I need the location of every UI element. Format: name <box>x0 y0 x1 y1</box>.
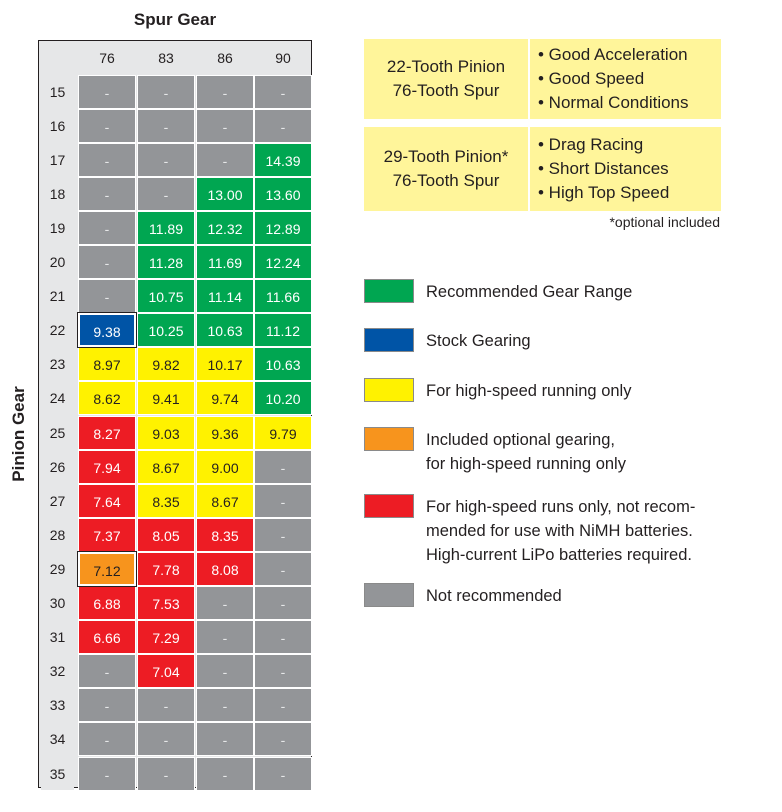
legend-swatch <box>364 583 414 607</box>
gear-ratio-cell: 7.12 <box>78 552 136 586</box>
gear-ratio-cell: - <box>137 688 195 722</box>
pinion-label: 27 <box>41 485 74 517</box>
pinion-label: 19 <box>41 212 74 244</box>
pinion-label: 30 <box>41 587 74 619</box>
gear-ratio-cell: - <box>196 143 254 177</box>
gear-ratio-cell: - <box>137 757 195 791</box>
gear-ratio-cell: - <box>196 620 254 654</box>
pinion-label: 16 <box>41 110 74 142</box>
gear-ratio-cell: 9.36 <box>196 416 254 450</box>
legend-swatch <box>364 279 414 303</box>
gear-ratio-cell: - <box>137 143 195 177</box>
gear-ratio-cell: - <box>196 109 254 143</box>
gear-ratio-cell: - <box>137 109 195 143</box>
gear-ratio-cell: 9.74 <box>196 381 254 415</box>
gear-ratio-cell: 9.03 <box>137 416 195 450</box>
box-divider <box>528 39 530 119</box>
pinion-label: 32 <box>41 655 74 687</box>
gear-ratio-cell: 12.89 <box>254 211 312 245</box>
pinion-label: 29 <box>41 553 74 585</box>
pinion-label: 18 <box>41 178 74 210</box>
pinion-label: 31 <box>41 621 74 653</box>
legend-label <box>426 379 631 403</box>
legend-swatch <box>364 427 414 451</box>
spur-header: 83 <box>158 50 174 66</box>
gear-ratio-cell: - <box>78 177 136 211</box>
gear-ratio-cell: 10.63 <box>196 313 254 347</box>
gear-ratio-cell: 9.82 <box>137 347 195 381</box>
gear-ratio-cell: 11.12 <box>254 313 312 347</box>
gear-ratio-cell: - <box>78 211 136 245</box>
gear-ratio-cell: - <box>254 450 312 484</box>
gear-ratio-cell: - <box>78 688 136 722</box>
gearing-combo <box>364 39 528 119</box>
gear-ratio-cell: - <box>137 722 195 756</box>
legend-label-line: Stock Gearing <box>426 332 531 350</box>
gear-ratio-cell: 11.66 <box>254 279 312 313</box>
gear-ratio-cell: 10.25 <box>137 313 195 347</box>
gearing-combo-line: 76-Tooth Spur <box>392 171 500 190</box>
gear-ratio-cell: 10.63 <box>254 347 312 381</box>
gear-ratio-cell: 7.37 <box>78 518 136 552</box>
gear-ratio-cell: - <box>196 688 254 722</box>
legend-label-line: Recommended Gear Range <box>426 283 633 301</box>
gear-ratio-cell: 10.75 <box>137 279 195 313</box>
pinion-label: 33 <box>41 689 74 721</box>
pinion-label: 34 <box>41 723 74 755</box>
gear-ratio-cell: 13.00 <box>196 177 254 211</box>
legend-label-line: For high-speed runs only, not recom- <box>426 498 696 516</box>
pinion-label: 17 <box>41 144 74 176</box>
gearing-combo-line: 76-Tooth Spur <box>392 81 500 100</box>
legend-label-line: High-current LiPo batteries required. <box>426 546 692 564</box>
gear-ratio-cell: 6.88 <box>78 586 136 620</box>
gear-ratio-cell: - <box>137 75 195 109</box>
gear-ratio-cell: - <box>78 245 136 279</box>
spur-header: 90 <box>275 50 291 66</box>
gear-ratio-cell: - <box>78 75 136 109</box>
gear-ratio-cell: 14.39 <box>254 143 312 177</box>
gearing-info-box <box>364 127 721 211</box>
gearing-bullets <box>538 127 669 211</box>
gearing-combo <box>364 127 528 211</box>
gearing-bullet: • Short Distances <box>538 159 669 178</box>
gear-ratio-cell: 11.69 <box>196 245 254 279</box>
gear-ratio-cell: - <box>196 757 254 791</box>
gear-ratio-cell: - <box>254 654 312 688</box>
box-divider <box>528 127 530 211</box>
legend-swatch <box>364 328 414 352</box>
gear-ratio-cell: - <box>78 722 136 756</box>
gear-ratio-cell: 9.00 <box>196 450 254 484</box>
gear-ratio-cell: 8.05 <box>137 518 195 552</box>
legend-label-line: mended for use with NiMH batteries. <box>426 522 693 540</box>
gear-ratio-cell: 11.28 <box>137 245 195 279</box>
pinion-label: 25 <box>41 417 74 449</box>
x-axis-title: Spur Gear <box>133 10 217 29</box>
gearing-bullets <box>538 39 689 119</box>
gear-ratio-cell: 12.32 <box>196 211 254 245</box>
gearing-info-box <box>364 39 721 119</box>
gear-ratio-cell: 8.67 <box>196 484 254 518</box>
optional-note: *optional included <box>609 214 720 230</box>
gear-ratio-cell: 8.62 <box>78 381 136 415</box>
gear-ratio-cell: 9.79 <box>254 416 312 450</box>
gear-ratio-cell: 8.35 <box>137 484 195 518</box>
legend-label <box>426 280 632 304</box>
y-axis-title: Pinion Gear <box>9 386 28 482</box>
gear-ratio-cell: - <box>254 722 312 756</box>
gear-ratio-cell: 8.97 <box>78 347 136 381</box>
gearing-bullet: • Drag Racing <box>538 135 644 154</box>
gear-ratio-cell: - <box>78 757 136 791</box>
gear-ratio-cell: 8.27 <box>78 416 136 450</box>
legend-label-line: For high-speed running only <box>426 382 632 400</box>
gear-ratio-cell: - <box>78 654 136 688</box>
spur-header: 76 <box>99 50 115 66</box>
gear-ratio-cell: - <box>196 586 254 620</box>
legend-swatch <box>364 378 414 402</box>
gearing-bullet: • Normal Conditions <box>538 93 689 112</box>
gear-ratio-cell: 11.89 <box>137 211 195 245</box>
pinion-label: 35 <box>41 758 74 790</box>
gear-ratio-cell: - <box>254 552 312 586</box>
gear-ratio-cell: 8.08 <box>196 552 254 586</box>
gear-ratio-cell: - <box>78 279 136 313</box>
pinion-label: 23 <box>41 348 74 380</box>
gear-ratio-cell: 8.67 <box>137 450 195 484</box>
gear-ratio-cell: - <box>254 75 312 109</box>
gear-ratio-cell: 12.24 <box>254 245 312 279</box>
gear-ratio-cell: 7.78 <box>137 552 195 586</box>
legend-label-line: Included optional gearing, <box>426 431 615 449</box>
gear-ratio-cell: - <box>254 620 312 654</box>
legend-label <box>426 495 695 567</box>
pinion-label: 26 <box>41 451 74 483</box>
legend-label-line: Not recommended <box>426 587 562 605</box>
gear-ratio-cell: 7.94 <box>78 450 136 484</box>
gear-ratio-cell: - <box>78 143 136 177</box>
gearing-combo-line: 22-Tooth Pinion <box>386 57 506 76</box>
legend-label <box>426 329 531 353</box>
gearing-bullet: • High Top Speed <box>538 183 670 202</box>
gear-ratio-cell: - <box>78 109 136 143</box>
gear-ratio-cell: 7.29 <box>137 620 195 654</box>
gear-ratio-cell: - <box>254 109 312 143</box>
gear-ratio-cell: - <box>196 654 254 688</box>
pinion-label: 20 <box>41 246 74 278</box>
legend-label <box>426 584 562 608</box>
gear-ratio-cell: - <box>254 688 312 722</box>
pinion-label: 24 <box>41 382 74 414</box>
gearing-combo-line: 29-Tooth Pinion* <box>383 147 509 166</box>
gear-ratio-cell: - <box>254 757 312 791</box>
gear-ratio-cell: - <box>254 586 312 620</box>
gear-ratio-cell: - <box>137 177 195 211</box>
spur-header: 86 <box>217 50 233 66</box>
gear-ratio-cell: 8.35 <box>196 518 254 552</box>
gear-ratio-cell: 9.41 <box>137 381 195 415</box>
gear-ratio-cell: 7.04 <box>137 654 195 688</box>
legend-label <box>426 428 626 476</box>
gear-ratio-cell: 13.60 <box>254 177 312 211</box>
pinion-label: 22 <box>41 314 74 346</box>
gear-ratio-cell: 11.14 <box>196 279 254 313</box>
legend-swatch <box>364 494 414 518</box>
gear-ratio-cell: 10.17 <box>196 347 254 381</box>
legend-label-line: for high-speed running only <box>426 455 626 473</box>
gear-ratio-cell: - <box>196 75 254 109</box>
gear-ratio-cell: 10.20 <box>254 381 312 415</box>
pinion-label: 15 <box>41 76 74 108</box>
gear-ratio-cell: 7.64 <box>78 484 136 518</box>
pinion-label: 21 <box>41 280 74 312</box>
gear-ratio-cell: 6.66 <box>78 620 136 654</box>
gear-ratio-cell: - <box>196 722 254 756</box>
gear-ratio-cell: 7.53 <box>137 586 195 620</box>
gearing-bullet: • Good Acceleration <box>538 45 688 64</box>
gearing-bullet: • Good Speed <box>538 69 645 88</box>
gear-ratio-cell: - <box>254 484 312 518</box>
gear-ratio-cell: 9.38 <box>78 313 136 347</box>
pinion-label: 28 <box>41 519 74 551</box>
gear-ratio-cell: - <box>254 518 312 552</box>
